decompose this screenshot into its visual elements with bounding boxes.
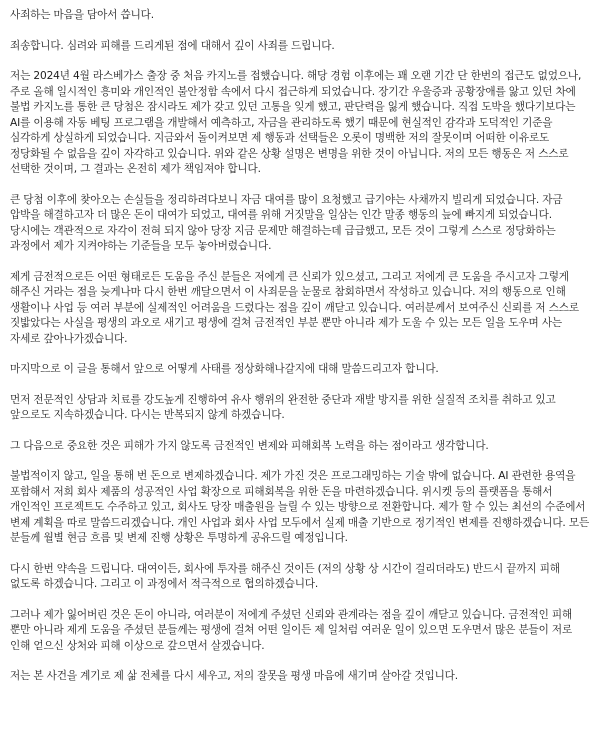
restitution-intro-paragraph: 그 다음으로 중요한 것은 피해가 가지 않도록 금전적인 변제와 피해회복 노력을 하는 점이라고 생각합니다. — [10, 439, 489, 452]
relationship-paragraph: 그러나 제가 잃어버린 것은 돈이 아니라, 여러분이 저에게 주셨던 신뢰와 관계라는 점을 깊이 깨닫고 있습니다. 금전적인 피해 뿐만 아니라 제게 도움을 주셨던 분들께는 평생에 걸쳐 어떤 일이든 제 일처럼 여러운 일이 있으면 도우면서 많은 분들이 저로 인해 얻으신 상처와 피해 이상으로 갚으면서 살겠습니다. — [10, 608, 573, 652]
transition-paragraph: 마지막으로 이 글을 통해서 앞으로 어떻게 사태를 정상화해나갈지에 대해 말씀드리고자 합니다. — [10, 363, 439, 375]
repayment-plan-paragraph: 불법적이지 않고, 일을 통해 번 돈으로 변제하겠습니다. 제가 가진 것은 프로그래밍하는 기술 밖에 없습니다. AI 관련한 용역을 포함해서 저희 회사 제품의 성공적인 사업 확장으로 피해회복을 위한 돈을 마련하겠습니다. 위시켓 등의 플랫폼을 통해서 개인적인 프로젝트도 수주하고 있고, 회사도 당장 매출원을 늘릴 수 있는 방향으로 전환합니다. 제가 할 수 있는 최선의 수준에서 변제 계획을 따로 말씀드리겠습니다. 개인 사업과 회사 사업 모두에서 실제 매출 기반으로 정기적인 변제를 진행하겠습니다. 모든 분들께 월별 현금 흐름 및 변제 진행 상황은 투명하게 공유드릴 예정입니다. — [10, 470, 590, 544]
promise-paragraph: 다시 한번 약속을 드립니다. 대여이든, 회사에 투자를 해주신 것이든 (저의 상황 상 시간이 걸리더라도) 반드시 끝까지 피해 없도록 하겠습니다. 그리고 이 과정에서 적극적으로 협의하겠습니다. — [10, 562, 560, 590]
opening-line: 사죄하는 마음을 담아서 씁니다. — [10, 9, 154, 21]
background-paragraph: 저는 2024년 4월 라스베가스 출장 중 처음 카지노를 접했습니다. 해당 경험 이후에는 꽤 오랜 기간 단 한번의 접근도 없었으나, 주로 올해 일시적인 흥미와 개인적인 불안정함 속에서 다시 접근하게 되었습니다. 장기간 우울증과 공황장애를 앓고 있던 차에 불법 카지노를 통한 큰 당첨은 잠시라도 제가 갖고 있던 고통을 잊게 했고, 판단력을 잃게 했습니다. 직접 도박을 했다기보다는 AI를 이용해 자동 베팅 프로그램을 개발해서 예측하고, 자금을 관리하도록 했기 때문에 현실적인 감각과 도덕적인 기준을 심각하게 상실하게 되었습니다. 지금와서 돌이켜보면 제 행동과 선택들은 오롯이 명백한 저의 잘못이며 어떠한 이유로도 정당화될 수 없음을 깊이 자각하고 있습니다. 위와 같은 상황 설명은 변명을 위한 것이 아닙니다. 저의 모든 행동은 저 스스로 선택한 것이며, 그 결과는 온전히 제가 책임져야 합니다. — [10, 70, 582, 175]
trust-paragraph: 제게 금전적으로든 어떤 형태로든 도움을 주신 분들은 저에게 큰 신뢰가 있으셨고, 그리고 저에게 큰 도움을 주시고자 그렇게 해주신 거라는 점을 늦게나마 다시 한번 깨달으면서 이 사죄문을 눈물로 참회하면서 작성하고 있습니다. 저의 행동으로 인해 생활이나 사업 등 여러 부분에 실제적인 어려움을 드렸다는 점을 깊이 깨닫고 있습니다. 여러분께서 보여주신 신뢰를 저 스스로 짓밟았다는 사실을 평생의 과오로 새기고 평생에 걸쳐 금전적인 부분 뿐만 아니라 제가 도울 수 있는 모든 일을 도우며 사는 자세로 갚아나가겠습니다. — [10, 270, 579, 345]
treatment-paragraph: 먼저 전문적인 상담과 치료를 강도높게 진행하여 유사 행위의 완전한 중단과 재발 방지를 위한 실질적 조치를 취하고 있고 앞으로도 지속하겠습니다. 다시는 반복되지 않게 하겠습니다. — [10, 393, 556, 421]
apology-paragraph: 죄송합니다. 심려와 피해를 드리게된 점에 대해서 깊이 사죄를 드립니다. — [10, 39, 335, 52]
closing-line: 저는 본 사건을 계기로 제 삶 전체를 다시 세우고, 저의 잘못을 평생 마음에 새기며 살아갈 것입니다. — [10, 670, 458, 682]
debt-paragraph: 큰 당첨 이후에 찾아오는 손실들을 정리하려다보니 자금 대여를 많이 요청했고 급기야는 사채까지 빌리게 되었습니다. 자금 압박을 해결하고자 더 많은 돈이 대여가 되었고, 대여를 위해 거짓말을 일삼는 인간 말종 행동의 늪에 빠지게 되었습니다. 당시에는 객관적으로 자각이 전혀 되지 않아 당장 지금 문제만 해결하는데 급급했고, 모든 것이 그렇게 스스로 정당화하는 과정에서 제가 지켜야하는 기준들을 모두 놓아버렸습니다. — [10, 193, 563, 252]
